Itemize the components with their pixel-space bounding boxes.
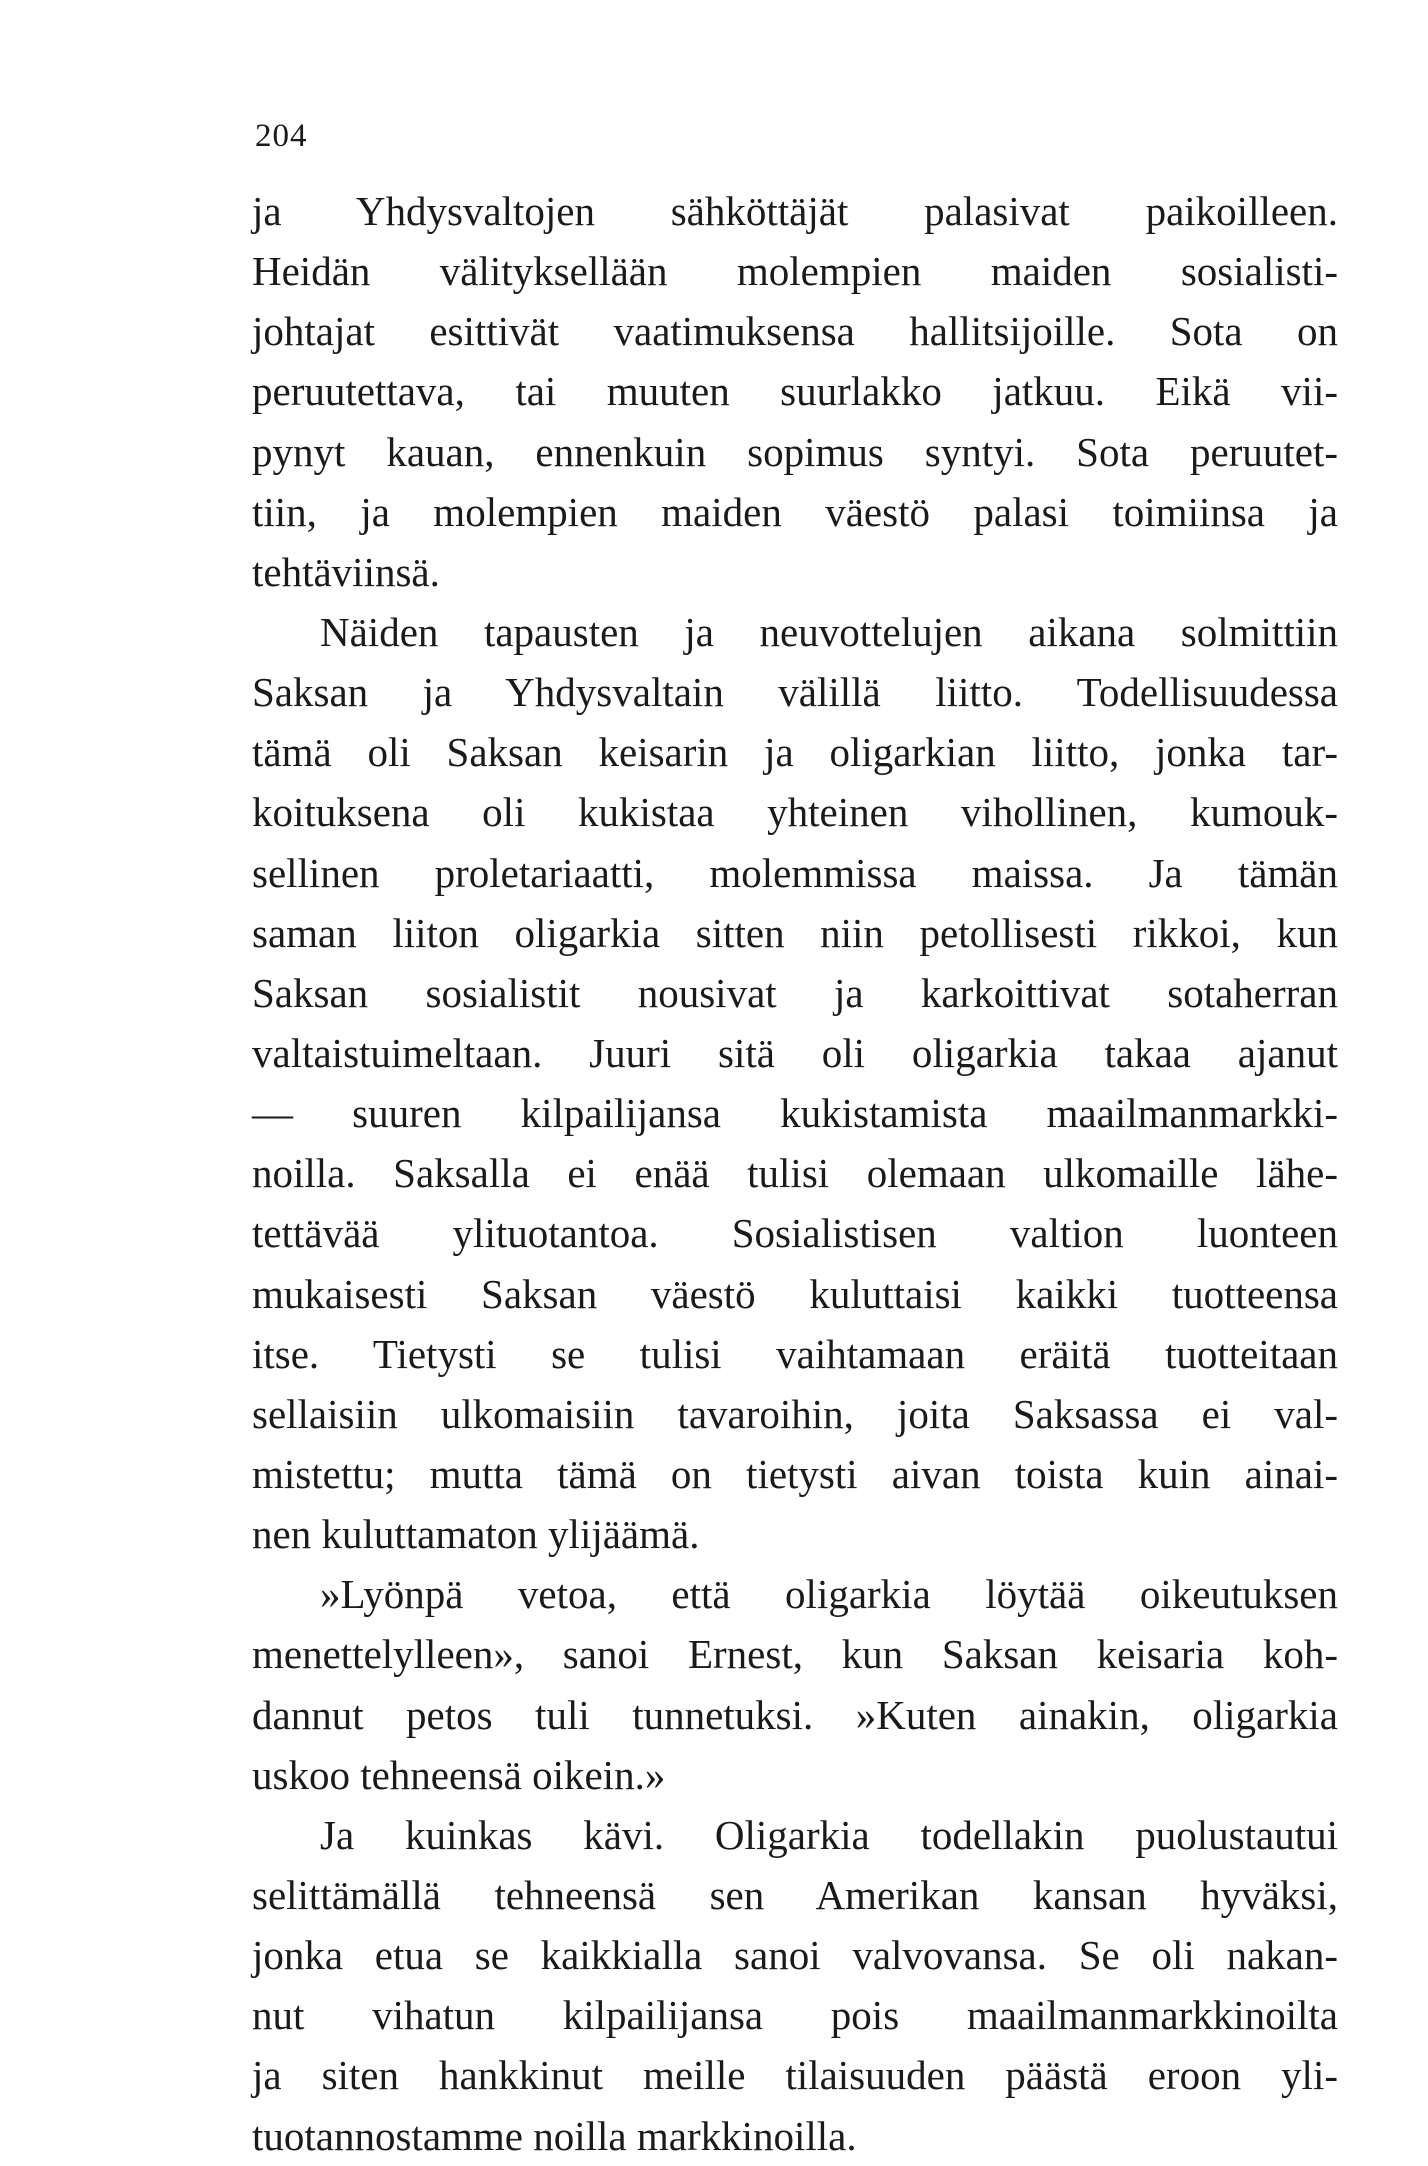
text-line: ja siten hankkinut meille tilaisuuden päästä eroon yli- xyxy=(252,2052,1338,2099)
text-line: johtajat esittivät vaatimuksensa hallitsijoille. Sota on xyxy=(252,308,1338,355)
text-line: Ja kuinkas kävi. Oligarkia todellakin puolustautui xyxy=(320,1811,1338,1858)
text-line: nut vihatun kilpailijansa pois maailmanmarkkinoilta xyxy=(252,1992,1338,2039)
text-line: tehtäviinsä. xyxy=(252,548,440,595)
page-number: 204 xyxy=(255,118,308,154)
text-line: Heidän välityksellään molempien maiden sosialisti- xyxy=(252,248,1338,295)
text-line: uskoo tehneensä oikein.» xyxy=(252,1751,666,1798)
text-line: »Lyönpä vetoa, että oligarkia löytää oikeutuksen xyxy=(320,1571,1338,1618)
text-line: saman liiton oligarkia sitten niin petollisesti rikkoi, kun xyxy=(252,909,1338,956)
text-line: noilla. Saksalla ei enää tulisi olemaan ulkomaille lähe- xyxy=(252,1150,1338,1197)
text-line: tämä oli Saksan keisarin ja oligarkian liitto, jonka tar- xyxy=(252,729,1338,776)
text-line: tiin, ja molempien maiden väestö palasi toimiinsa ja xyxy=(252,488,1338,535)
text-line: koituksena oli kukistaa yhteinen vihollinen, kumouk- xyxy=(252,789,1338,836)
text-line: valtaistuimeltaan. Juuri sitä oli oligarkia takaa ajanut xyxy=(252,1029,1338,1076)
text-line: mistettu; mutta tämä on tietysti aivan toista kuin ainai- xyxy=(252,1450,1338,1497)
text-line: pynyt kauan, ennenkuin sopimus syntyi. Sota peruutet- xyxy=(252,428,1338,475)
text-line: nen kuluttamaton ylijäämä. xyxy=(252,1511,700,1558)
text-line: Saksan ja Yhdysvaltain välillä liitto. Todellisuudessa xyxy=(252,669,1338,716)
text-line: Näiden tapausten ja neuvottelujen aikana solmittiin xyxy=(320,608,1338,655)
text-line: peruutettava, tai muuten suurlakko jatkuu. Eikä vii- xyxy=(252,368,1338,415)
text-line: sellaisiin ulkomaisiin tavaroihin, joita Saksassa ei val- xyxy=(252,1390,1338,1437)
text-line: — suuren kilpailijansa kukistamista maailmanmarkki- xyxy=(252,1090,1338,1137)
text-line: itse. Tietysti se tulisi vaihtamaan eräitä tuotteitaan xyxy=(252,1330,1338,1377)
body-text xyxy=(252,181,1338,2166)
text-line: menettelylleen», sanoi Ernest, kun Saksan keisaria koh- xyxy=(252,1631,1338,1678)
text-line: Saksan sosialistit nousivat ja karkoittivat sotaherran xyxy=(252,969,1338,1016)
text-line: tettävää ylituotantoa. Sosialistisen valtion luonteen xyxy=(252,1210,1338,1257)
text-line: dannut petos tuli tunnetuksi. »Kuten ainakin, oligarkia xyxy=(252,1691,1338,1738)
text-line: mukaisesti Saksan väestö kuluttaisi kaikki tuotteensa xyxy=(252,1270,1338,1317)
text-line: ja Yhdysvaltojen sähköttäjät palasivat paikoilleen. xyxy=(252,188,1338,234)
text-line: sellinen proletariaatti, molemmissa maissa. Ja tämän xyxy=(252,849,1338,896)
text-line: selittämällä tehneensä sen Amerikan kansan hyväksi, xyxy=(252,1871,1338,1918)
text-line: tuotannostamme noilla markkinoilla. xyxy=(252,2112,857,2159)
text-line: jonka etua se kaikkialla sanoi valvovansa. Se oli nakan- xyxy=(252,1932,1338,1979)
